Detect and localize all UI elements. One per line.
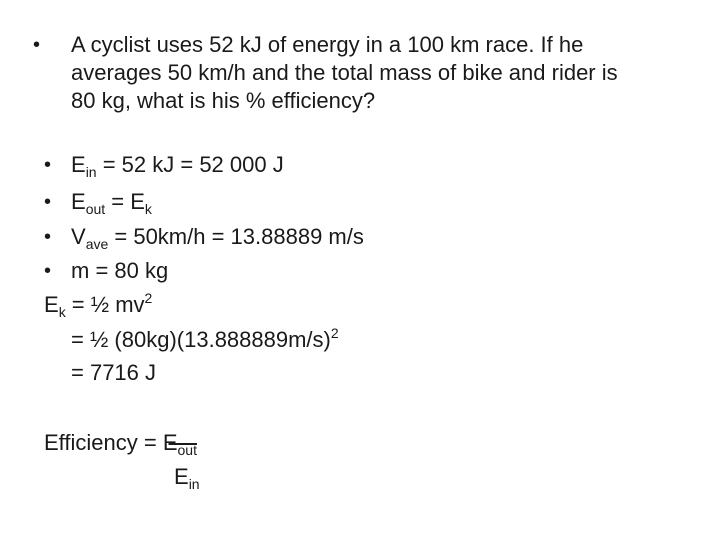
given-vave: $V_{ave} = 50km/h = 13.88889$ m/s (71, 224, 364, 252)
given-bullet: • (44, 191, 52, 213)
given-bullet: • (44, 260, 52, 282)
question-line-3: 80 kg, what is his % efficiency? (71, 88, 376, 113)
efficiency-formula: Efficiency = $E_{out}$ (44, 430, 197, 458)
given-eout: $E_{out} = E_k$ (71, 189, 152, 217)
ek-substitution: = ½ $(80kg)(13.888889m/s)^2$ (71, 325, 339, 352)
ek-result: = 7716 J (71, 360, 157, 385)
given-mass: m = 80 kg (71, 258, 169, 283)
efficiency-numerator: $E_{out}$ (162, 430, 197, 458)
given-bullet: • (44, 226, 52, 248)
ek-equation: $E_k$ = ½ $mv^2$ (44, 290, 153, 320)
efficiency-denominator: $E_{in}$ (174, 464, 200, 492)
given-ein: $E_{in} = 52$ kJ = 52 000 J (71, 152, 284, 180)
question-bullet: • (33, 34, 41, 56)
question-line-1: A cyclist uses 52 kJ of energy in a 100 km race. If he (71, 32, 584, 57)
question-line-2: averages 50 km/h and the total mass of bike and rider is (71, 60, 618, 85)
given-bullet: • (44, 154, 52, 176)
